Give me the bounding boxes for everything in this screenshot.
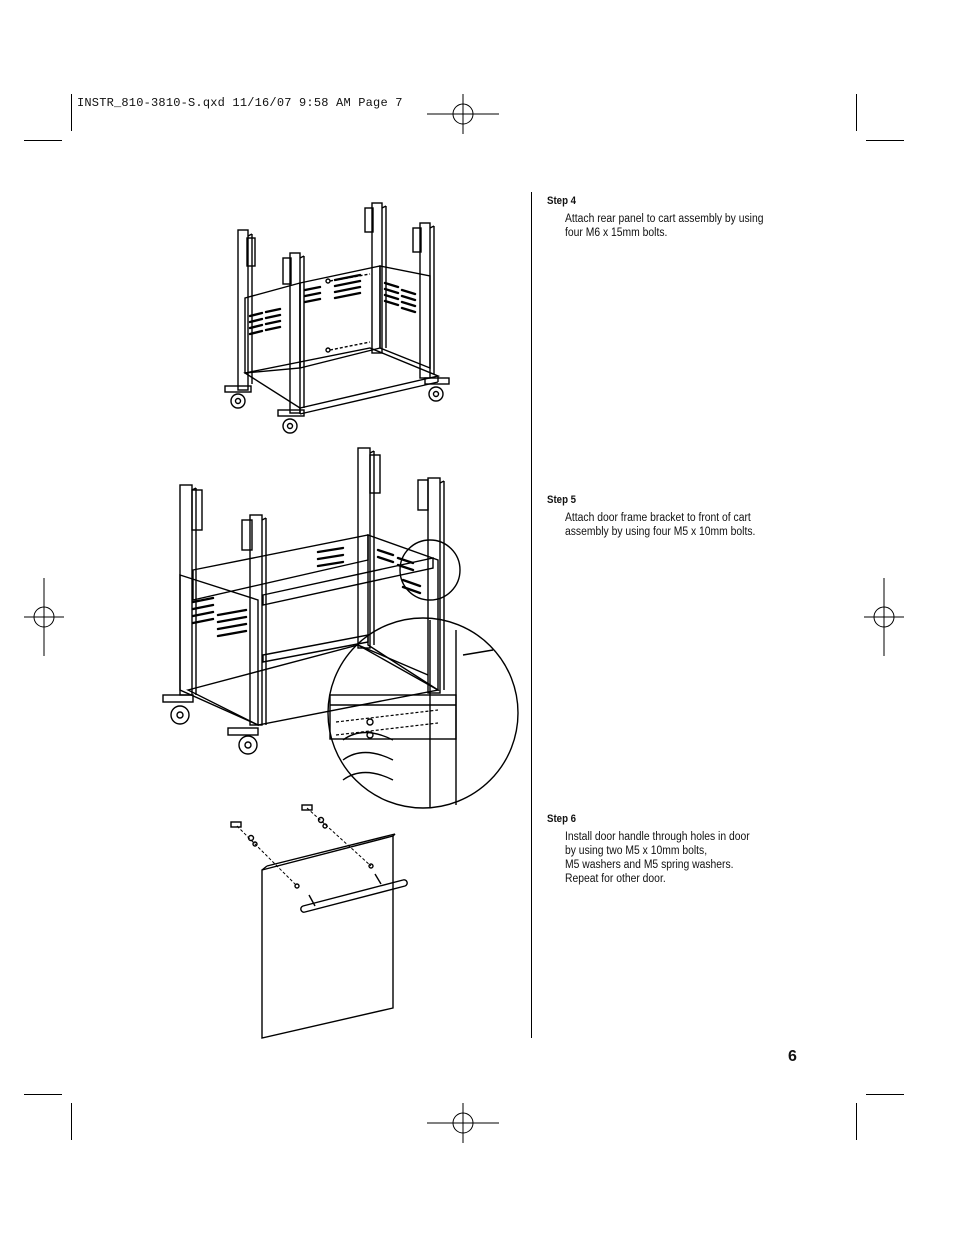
print-slug: INSTR_810-3810-S.qxd 11/16/07 9:58 AM Page 7 — [77, 96, 403, 110]
step6-title: Step 6 — [547, 813, 577, 825]
step5-instructions — [565, 511, 781, 539]
step6-line: by using two M5 x 10mm bolts, — [565, 845, 708, 857]
step6-line: M5 washers and M5 spring washers. — [565, 859, 734, 871]
registration-mark-left — [24, 578, 64, 656]
step5-line: Attach door frame bracket to front of cart — [565, 512, 751, 524]
step4-title: Step 4 — [547, 195, 577, 207]
column-divider — [531, 192, 532, 1038]
step5-line: assembly by using four M5 x 10mm bolts. — [565, 526, 756, 538]
step6-instructions — [565, 830, 781, 886]
registration-mark-bottom — [427, 1103, 499, 1143]
step6-line: Repeat for other door. — [565, 873, 666, 885]
registration-mark-right — [864, 578, 904, 656]
step4-line: Attach rear panel to cart assembly by using — [565, 213, 764, 225]
step4-cart-illustration — [220, 198, 460, 438]
step5-cart-illustration — [158, 440, 523, 820]
step6-door-illustration — [225, 800, 415, 1042]
page-number: 6 — [788, 1048, 797, 1065]
step5-title: Step 5 — [547, 494, 577, 506]
registration-mark-top — [427, 94, 499, 134]
step4-line: four M6 x 15mm bolts. — [565, 227, 668, 239]
step6-line: Install door handle through holes in door — [565, 831, 750, 843]
step4-instructions — [565, 212, 781, 240]
